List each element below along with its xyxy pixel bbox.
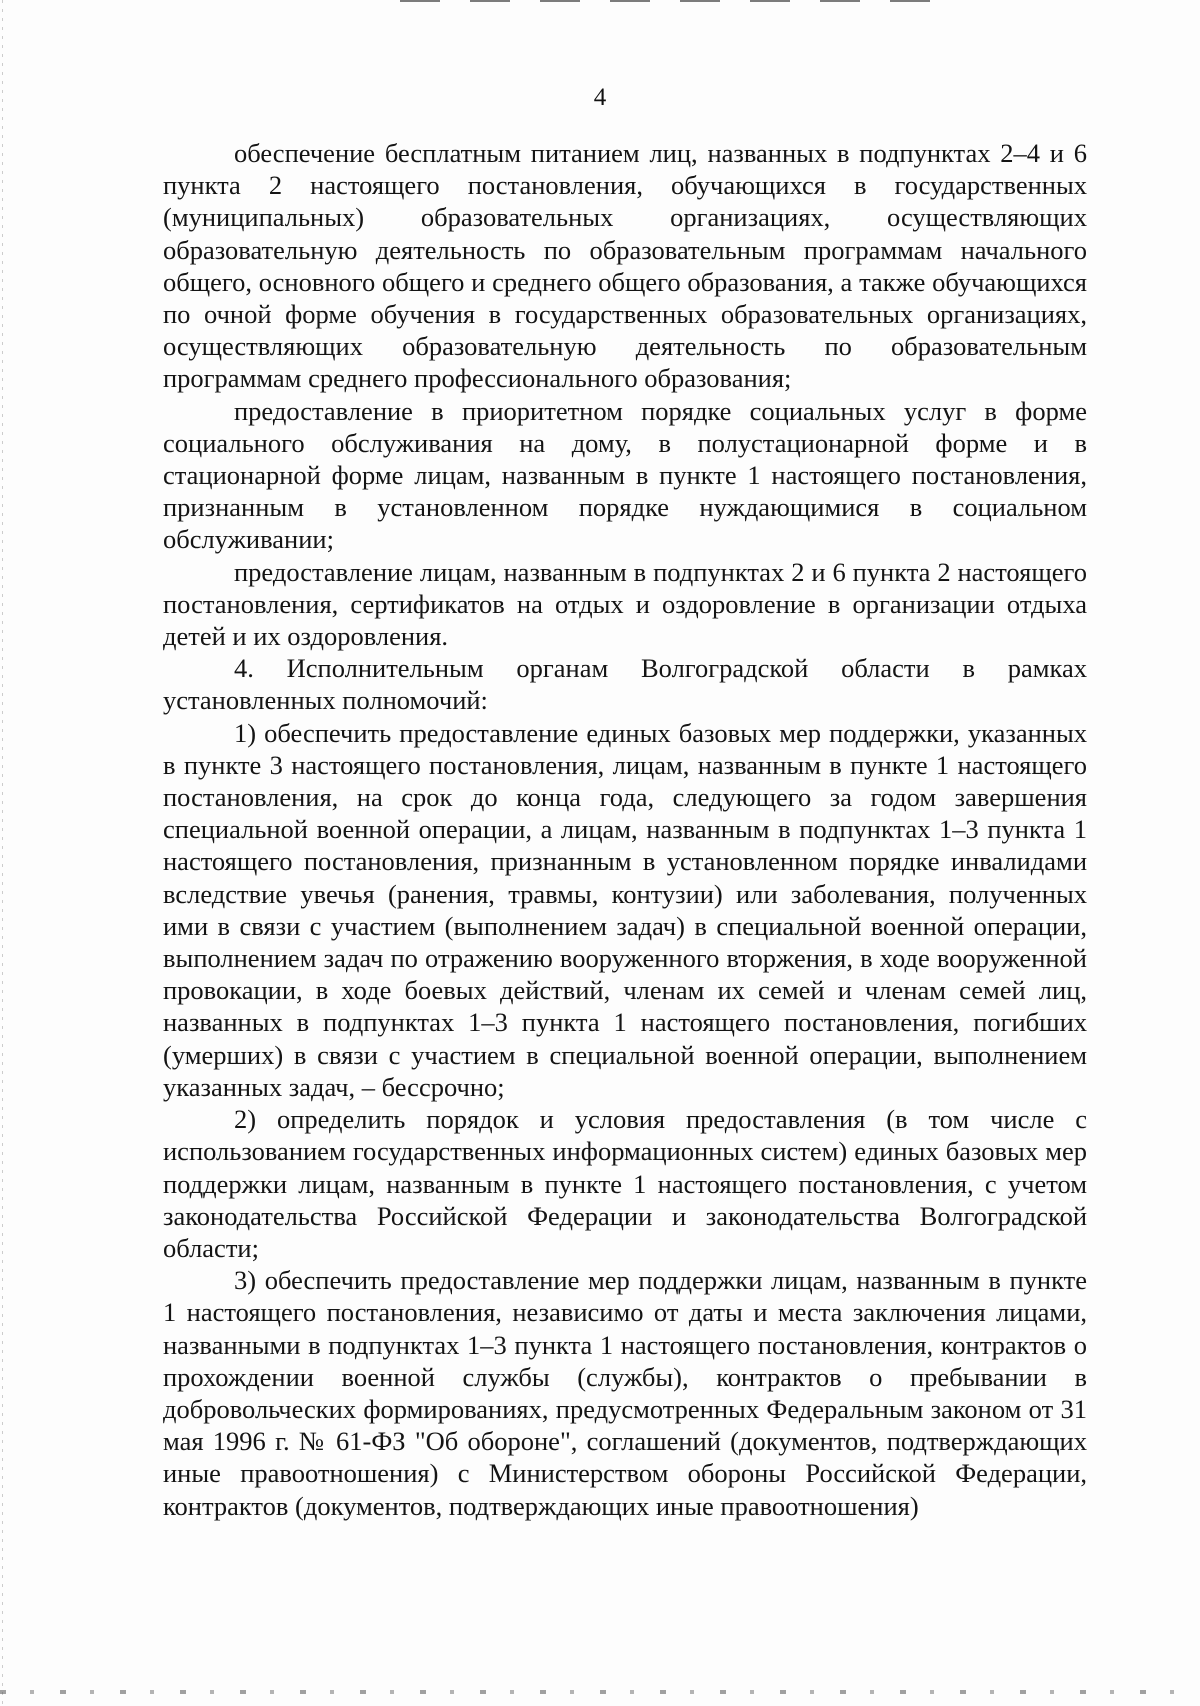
scan-bottom-edge — [0, 1690, 1200, 1694]
scan-left-edge — [2, 0, 3, 1706]
paragraph-free-meals: обеспечение бесплатным питанием лиц, названных в подпунктах 2–4 и 6 пункта 2 настоящего постановления, обучающихся в государственных (муниципальных) образовательных организациях, осуществляющих образовательную деятельность по образовательным программам начального общего, основного общего и среднего общего образования, а также обучающихся по очной форме обучения в государственных образовательных организациях, осуществляющих образовательную деятельность по образовательным программам среднего профессионального образования; — [163, 138, 1087, 394]
paragraph-social-services: предоставление в приоритетном порядке социальных услуг в форме социального обслуживания на дому, в полустационарной форме и в стационарной форме лицам, названным в пункте 1 настоящего постановления, признанным в установленном порядке нуждающимися в социальном обслуживании; — [163, 395, 1087, 555]
paragraph-subitem-3: 3) обеспечить предоставление мер поддержки лицам, названным в пункте 1 настоящего постановления, независимо от даты и места заключения лицами, названными в подпунктах 1–3 пункта 1 настоящего постановления, контрактов о прохождении военной службы (службы), контрактов о пребывании в добровольческих формированиях, предусмотренных Федеральным законом от 31 мая 1996 г. № 61-ФЗ "Об обороне", соглашений (документов, подтверждающих иные правоотношения) с Министерством обороны Российской Федерации, контрактов (документов, подтверждающих иные правоотношения) — [163, 1265, 1087, 1521]
paragraph-item-4: 4. Исполнительным органам Волгоградской области в рамках установленных полномочий: — [163, 653, 1087, 716]
paragraph-subitem-1: 1) обеспечить предоставление единых базовых мер поддержки, указанных в пункте 3 настоящего постановления, лицам, названным в пункте 1 настоящего постановления, на срок до конца года, следующего за годом завершения специальной военной операции, а лицам, названным в подпунктах 1–3 пункта 1 настоящего постановления, признанным в установленном порядке инвалидами вследствие увечья (ранения, травмы, контузии) или заболевания, полученных ими в связи с участием (выполнением задач) в специальной военной операции, выполнением задач по отражению вооруженного вторжения, в ходе вооруженной провокации, в ходе боевых действий, членам их семей и членам семей лиц, названных в подпунктах 1–3 пункта 1 настоящего постановления, погибших (умерших) в связи с участием в специальной военной операции, выполнением указанных задач, – бессрочно; — [163, 717, 1087, 1102]
document-body — [163, 137, 1087, 1522]
page-number: 4 — [593, 84, 607, 111]
paragraph-recreation-certificates: предоставление лицам, названным в подпунктах 2 и 6 пункта 2 настоящего постановления, сертификатов на отдых и оздоровление в организации отдыха детей и их оздоровления. — [163, 556, 1087, 652]
paragraph-subitem-2: 2) определить порядок и условия предоставления (в том числе с использованием государственных информационных систем) единых базовых мер поддержки лицам, названным в пункте 1 настоящего постановления, с учетом законодательства Российской Федерации и законодательства Волгоградской области; — [163, 1104, 1087, 1263]
scan-top-edge — [400, 0, 960, 2]
